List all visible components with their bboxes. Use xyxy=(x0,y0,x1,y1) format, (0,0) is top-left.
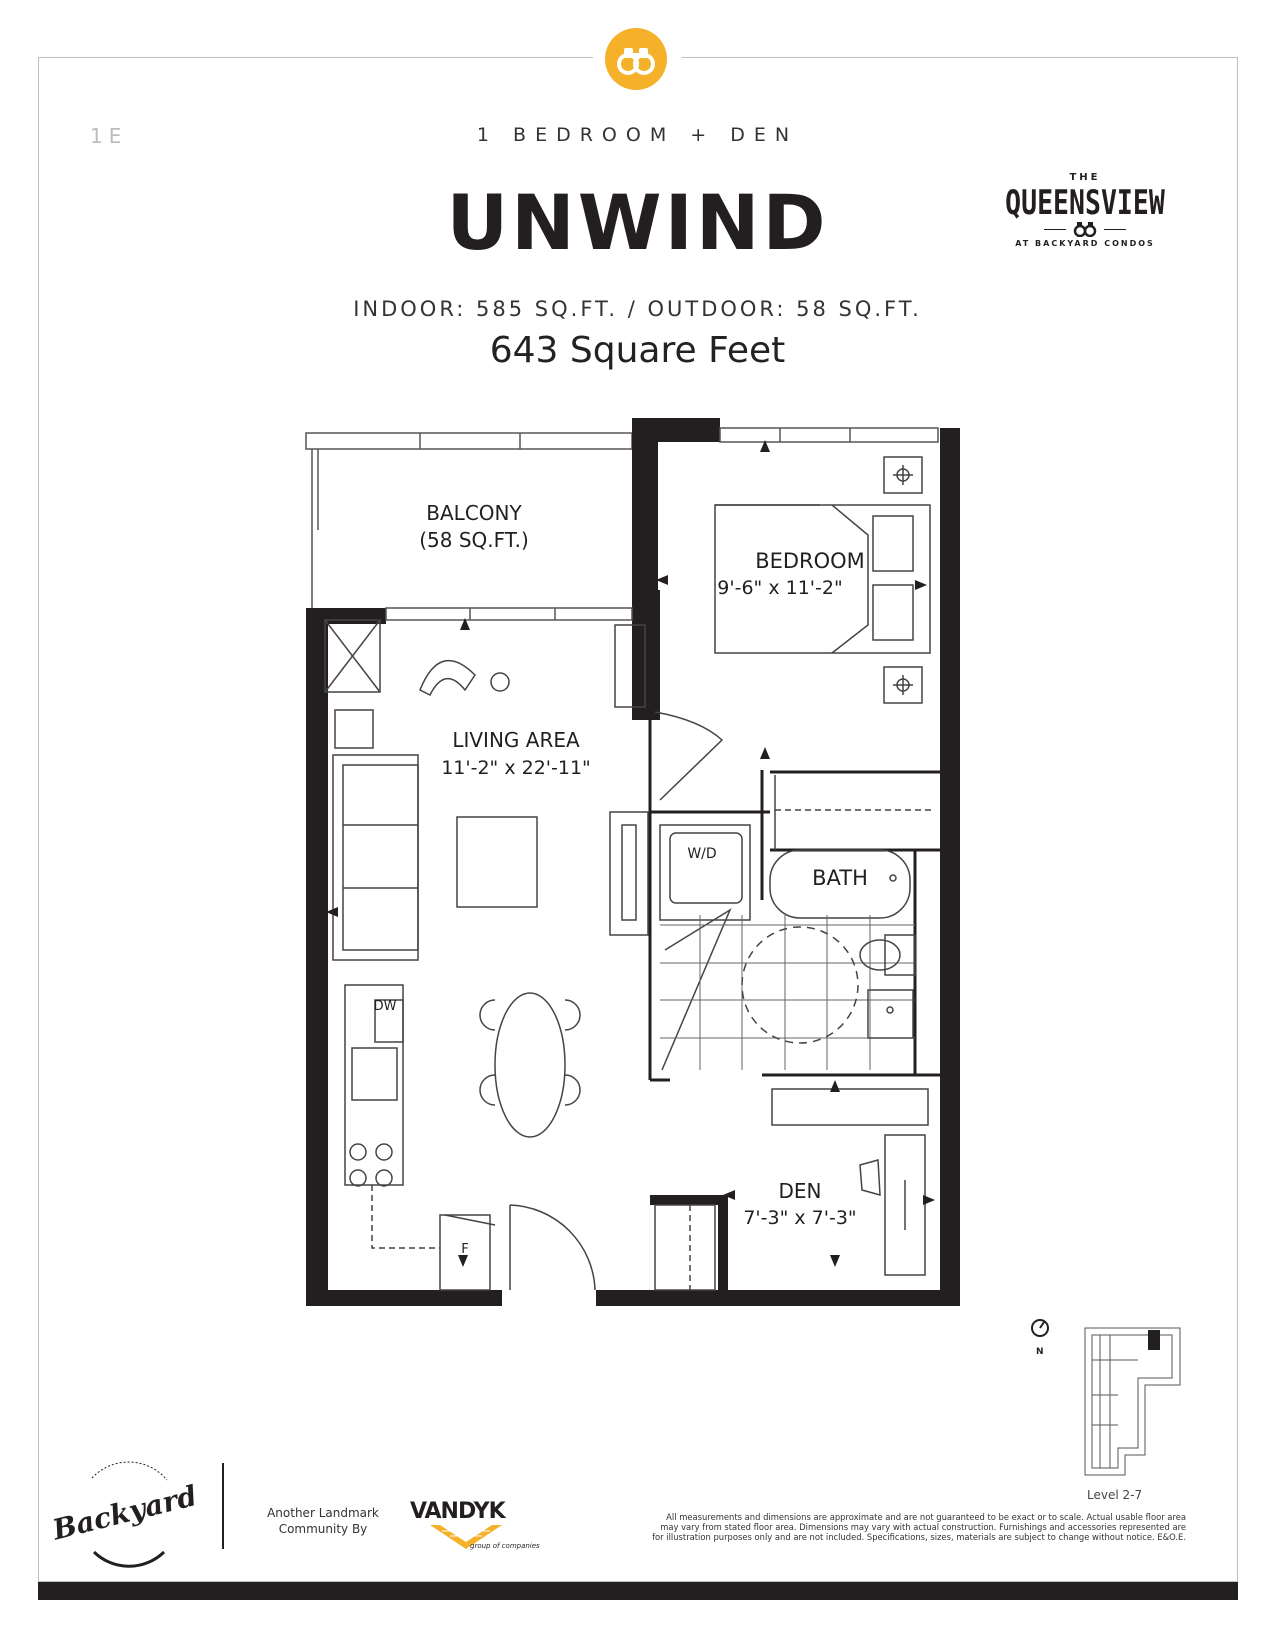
bedroom-window xyxy=(720,428,938,442)
disclaimer-line-1: All measurements and dimensions are approximate and are not guaranteed to be exact or to scale. Actual usable floor area xyxy=(666,1512,1186,1522)
suite-name: UNWIND xyxy=(446,178,829,267)
disclaimer-line-3: for illustration purposes only and are not included. Specifications, sizes, materials are subject to change without notice. E&O.E. xyxy=(652,1532,1186,1542)
bath-label: BATH xyxy=(812,866,868,890)
brand-the: THE xyxy=(1069,172,1101,183)
backyard-logo xyxy=(52,1460,202,1574)
footer-divider xyxy=(222,1463,224,1549)
key-plan xyxy=(1085,1328,1180,1475)
dishwasher-label: DW xyxy=(373,999,397,1014)
key-plan-unit-highlight xyxy=(1148,1330,1160,1350)
brand-sub: AT BACKYARD CONDOS xyxy=(1015,239,1155,248)
north-arrow-icon xyxy=(1032,1320,1048,1336)
vandyk-sub: group of companies xyxy=(470,1542,540,1550)
total-area: 643 Square Feet xyxy=(489,330,786,371)
washer-dryer-label: W/D xyxy=(687,846,717,862)
bedroom-dims: 9'-6" x 11'-2" xyxy=(717,577,843,599)
brand-name: QUEENSVIEW xyxy=(1005,183,1165,223)
landmark-line-2: Community By xyxy=(278,1522,368,1536)
living-furniture xyxy=(325,620,648,1137)
balcony-area: (58 SQ.FT.) xyxy=(419,528,529,552)
landmark-text xyxy=(258,1505,388,1537)
area-breakdown: INDOOR: 585 SQ.FT. / OUTDOOR: 58 SQ.FT. xyxy=(353,297,922,321)
north-label: N xyxy=(1036,1347,1044,1357)
unit-code: 1E xyxy=(90,124,128,148)
vandyk-wordmark: VANDYK xyxy=(410,1499,505,1524)
vandyk-logo xyxy=(410,1499,540,1550)
fridge-label: F xyxy=(461,1242,469,1257)
living-dims: 11'-2" x 22'-11" xyxy=(441,757,591,779)
disclaimer-line-2: may vary from stated floor area. Dimensions may vary with actual construction. Furnishings and accessories represented are xyxy=(660,1522,1186,1532)
backyard-wordmark: Backyard xyxy=(52,1478,201,1547)
landmark-line-1: Another Landmark xyxy=(267,1506,379,1520)
disclaimer xyxy=(600,1512,1186,1542)
kitchen xyxy=(345,985,495,1290)
unit-type: 1 BEDROOM + DEN xyxy=(476,124,799,146)
living-window xyxy=(386,608,632,620)
living-label: LIVING AREA xyxy=(452,728,580,752)
den-label: DEN xyxy=(778,1179,822,1203)
den-dims: 7'-3" x 7'-3" xyxy=(743,1207,857,1229)
bedroom-label: BEDROOM xyxy=(755,549,865,573)
den-furniture xyxy=(860,1135,925,1275)
balcony-label: BALCONY xyxy=(426,501,522,525)
closets xyxy=(615,625,935,1290)
key-plan-level: Level 2-7 xyxy=(1087,1488,1143,1502)
